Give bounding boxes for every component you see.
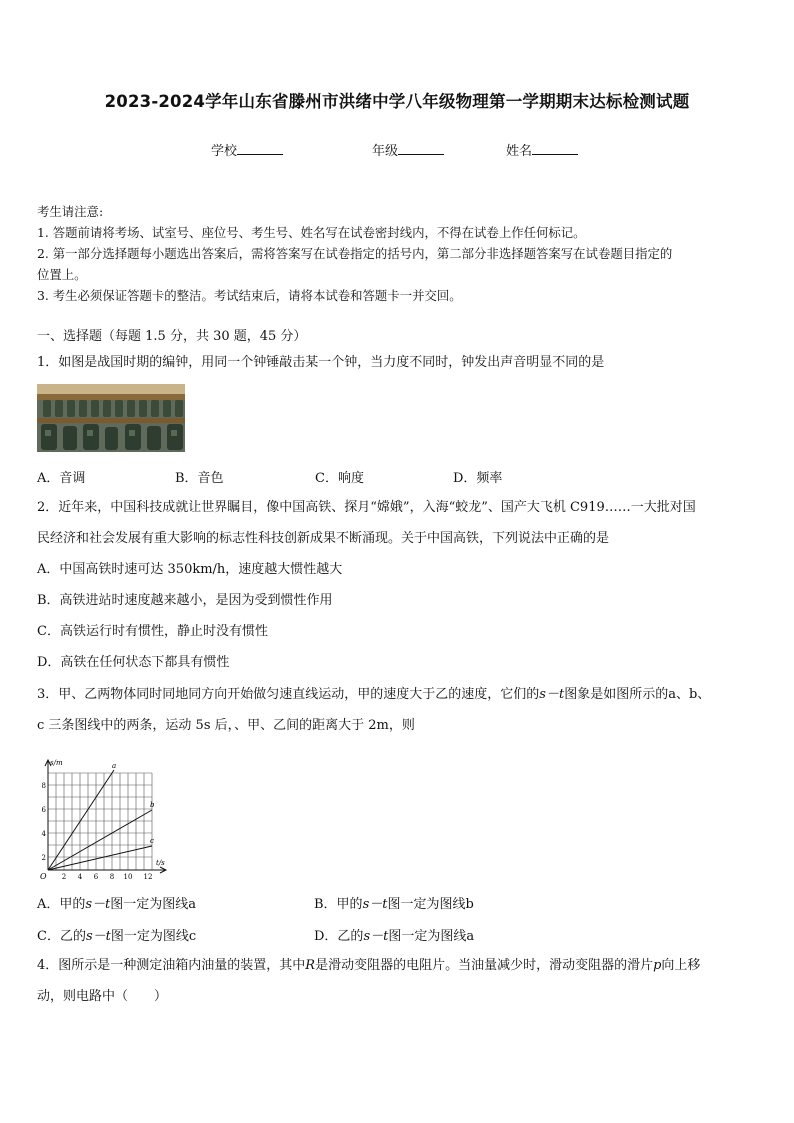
st-graph (40, 757, 170, 881)
page-title: 2023-2024学年山东省滕州市洪绪中学八年级物理第一学期期末达标检测试题 (104, 92, 690, 111)
school-field: 学校 (211, 140, 283, 159)
y-tick: 6 (41, 806, 46, 814)
question-3-stem-cont: c 三条图线中的两条，运动 5s 后，、甲、乙间的距离大于 2m，则 (37, 718, 415, 733)
q1-option-b: B．音色 (175, 471, 224, 486)
question-4-stem-cont: 动，则电路中（ ） (37, 989, 168, 1004)
name-field: 姓名 (506, 140, 578, 159)
y-tick: 2 (41, 854, 46, 862)
q2-option-d: D．高铁在任何状态下都具有惯性 (37, 655, 230, 670)
line-label-b: b (150, 801, 155, 809)
x-tick: 12 (143, 873, 153, 881)
line-label-a: a (112, 762, 117, 770)
grade-field: 年级 (372, 140, 444, 159)
x-tick: 2 (61, 873, 67, 881)
y-tick: 8 (41, 782, 46, 790)
q3-option-d: D．乙的s－t图一定为图线a (314, 929, 475, 944)
q2-option-b: B．高铁进站时速度越来越小，是因为受到惯性作用 (37, 593, 333, 608)
x-axis-label: t/s (156, 859, 165, 867)
notice-item: 1. 答题前请将考场、试室号、座位号、考生号、姓名写在试卷密封线内，不得在试卷上作任何标记。 (37, 225, 586, 240)
q3-option-a: A．甲的s－t图一定为图线a (37, 897, 197, 912)
y-tick: 4 (41, 830, 46, 838)
q3-option-c: C．乙的s－t图一定为图线c (37, 929, 197, 944)
question-2-stem: 2．近年来，中国科技成就让世界瞩目，像中国高铁、探月“嫦娥”，入海“蛟龙”、国产大飞机 C919……一大批对国 (37, 500, 696, 515)
q1-option-d: D．频率 (453, 471, 503, 486)
notice-heading: 考生请注意: (37, 204, 104, 219)
bianzhong-image (37, 384, 185, 452)
line-label-c: c (150, 837, 154, 845)
q2-option-a: A．中国高铁时速可达 350km/h，速度越大惯性越大 (37, 562, 343, 577)
q1-option-c: C．响度 (315, 471, 364, 486)
section-heading: 一、选择题（每题 1.5 分，共 30 题，45 分） (37, 329, 307, 344)
origin-label: O (40, 872, 47, 881)
notice-item: 2. 第一部分选择题每小题选出答案后，需将答案写在试卷指定的括号内，第二部分非选择题答案写在试卷题目指定的 (37, 246, 673, 261)
question-4-stem: 4．图所示是一种测定油箱内油量的装置，其中R是滑动变阻器的电阻片。当油量减少时，滑动变阻器的滑片p向上移 (37, 958, 701, 973)
notice-item: 位置上。 (37, 267, 87, 282)
q2-option-c: C．高铁运行时有惯性，静止时没有惯性 (37, 624, 268, 639)
question-3-stem: 3．甲、乙两物体同时同地同方向开始做匀速直线运动，甲的速度大于乙的速度，它们的s－t图象是如图所示的a、b、 (37, 687, 711, 702)
x-tick: 8 (109, 873, 115, 881)
notice-item: 3. 考生必须保证答题卡的整洁。考试结束后，请将本试卷和答题卡一并交回。 (37, 288, 462, 303)
question-1-stem: 1．如图是战国时期的编钟，用同一个钟锤敲击某一个钟，当力度不同时，钟发出声音明显不同的是 (37, 355, 605, 370)
x-tick: 4 (77, 873, 83, 881)
q1-option-a: A．音调 (37, 471, 86, 486)
x-tick: 10 (123, 873, 133, 881)
x-tick: 6 (93, 873, 99, 881)
q3-option-b: B．甲的s－t图一定为图线b (314, 897, 474, 912)
question-2-stem-cont: 民经济和社会发展有重大影响的标志性科技创新成果不断涌现。关于中国高铁，下列说法中正确的是 (37, 531, 610, 546)
y-axis-label: s/m (50, 759, 63, 767)
